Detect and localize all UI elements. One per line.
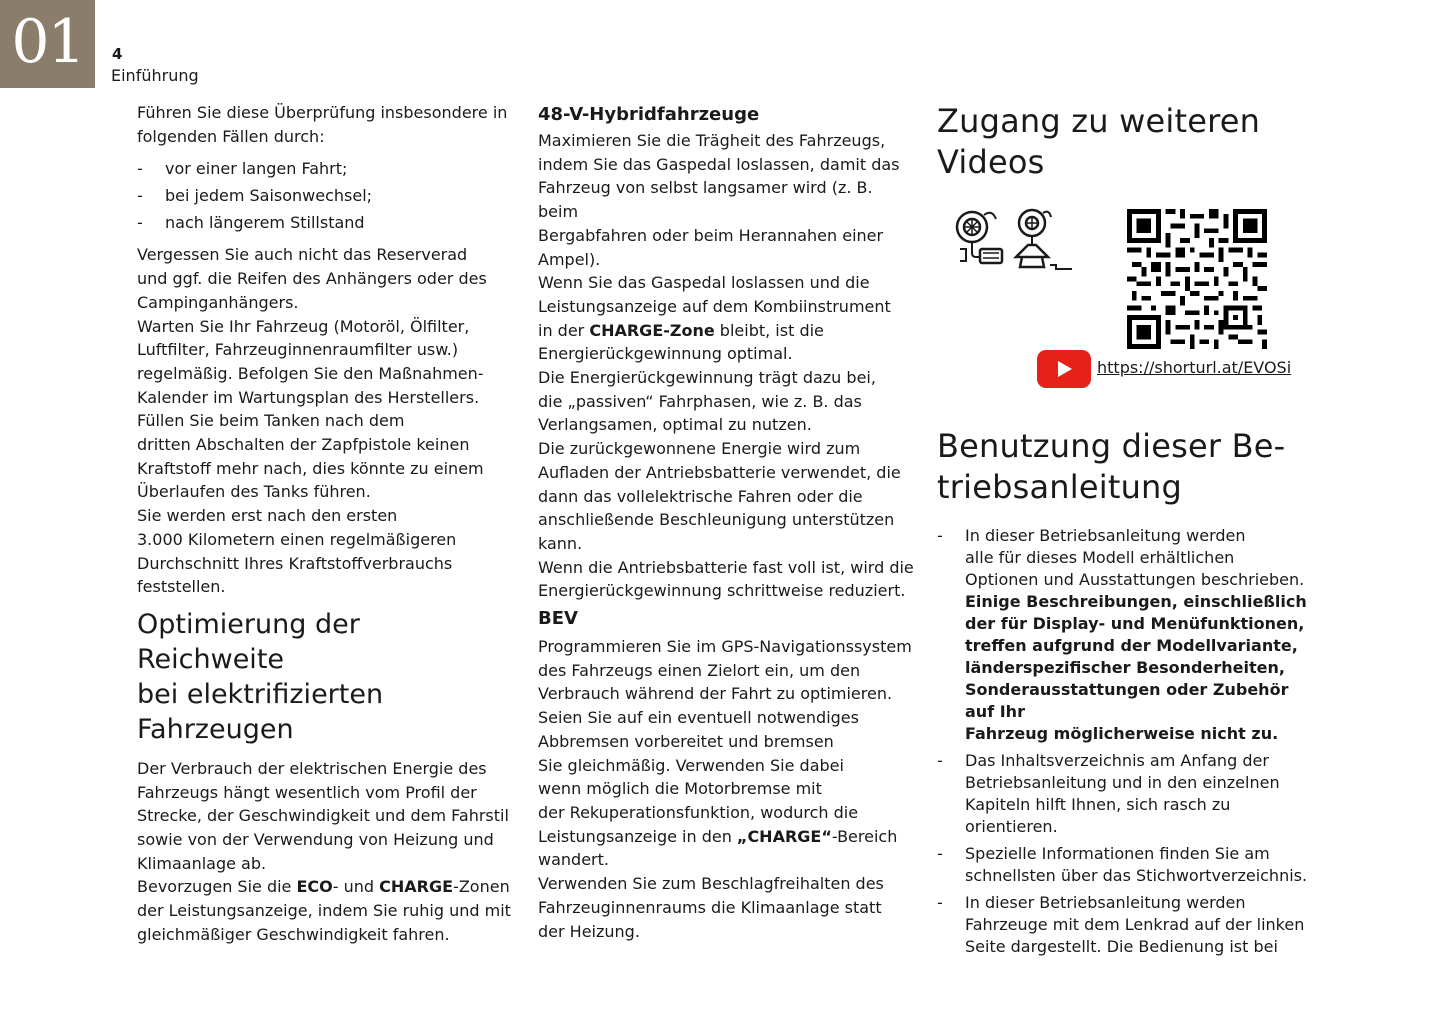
list-item: - In dieser Betriebsanleitung werden Fahrzeuge mit dem Lenkrad auf der linken Seite dargestellt. Die Bedienung ist bei	[937, 893, 1305, 956]
chapter-tab	[0, 0, 95, 88]
column-middle	[538, 101, 916, 943]
manual-usage-heading: Benutzung dieser Be- triebsanleitung	[937, 427, 1286, 506]
list-item: - nach längerem Stillstand	[137, 213, 365, 233]
chapter-number: 01	[11, 7, 84, 77]
video-link[interactable]: https://shorturl.at/EVOSi	[1097, 358, 1292, 377]
bev-paragraph: Programmieren Sie im GPS-Navigationssystem des Fahrzeugs einen Zielort ein, um den Verbrauch während der Fahrt zu optimieren. Seien Sie auf ein eventuell notwendiges Abbremsen vorbereitet und bremsen Sie gleichmäßig. Verwenden Sie dabei wenn möglich die Motorbremse mit der Rekuperationsfunktion, wodurch die Leistungsanzeige in den „CHARGE“-Bereich wandert. Verwenden Sie zum Beschlagfreihalten des Fahrzeuginnenraums die Klimaanlage statt der Heizung.	[538, 637, 912, 941]
column-left	[137, 101, 512, 947]
zones-paragraph: Bevorzugen Sie die ECO- und CHARGE-Zonen der Leistungsanzeige, indem Sie ruhig und mit gleichmäßiger Geschwindigkeit fahren.	[137, 877, 511, 944]
range-optimization-heading: Optimierung der Reichweite bei elektrifizierten Fahrzeugen	[137, 608, 384, 745]
list-item: - In dieser Betriebsanleitung werden alle für dieses Modell erhältlichen Optionen und Ausstattungen beschrieben. Einige Beschreibungen, einschließlich der für Display- und Menüfunktionen, treffen aufgrund der Modellvariante, länderspezifischer Besonderheiten, Sonderausstattungen oder Zubehör auf Ihr Fahrzeug möglicherweise nicht zu.	[937, 526, 1307, 743]
page-number: 4	[112, 45, 123, 63]
tire-repair-kit-icon[interactable]	[957, 212, 1002, 263]
qr-code-icon[interactable]	[1127, 209, 1267, 349]
spare-wheel-jack-icon[interactable]	[1016, 210, 1072, 269]
video-topic-icons	[952, 205, 1082, 275]
maintenance-paragraph: Vergessen Sie auch nicht das Reserverad und ggf. die Reifen des Anhängers oder des Campinganhängers. Warten Sie Ihr Fahrzeug (Motoröl, Ölfilter, Luftfilter, Fahrzeuginnenraumfilter usw.) regelmäßig. Befolgen Sie den Maßnahmen- Kalender im Wartungsplan des Herstellers. Füllen Sie beim Tanken nach dem dritten Abschalten der Zapfpistole keinen Kraftstoff mehr nach, dies könnte zu einem Überlaufen des Tanks führen. Sie werden erst nach den ersten 3.000 Kilometern einen regelmäßigeren Durchschnitt Ihres Kraftstoffverbrauchs feststellen.	[137, 245, 487, 597]
consumption-paragraph: Der Verbrauch der elektrischen Energie des Fahrzeugs hängt wesentlich vom Profil der Strecke, der Geschwindigkeit und dem Fahrstil sowie von der Verwendung von Heizung und Klimaanlage ab.	[137, 758, 509, 873]
bev-heading: BEV	[538, 608, 578, 630]
list-item: - Spezielle Informationen finden Sie am schnellsten über das Stichwortverzeichnis.	[937, 844, 1308, 885]
youtube-play-icon[interactable]	[1037, 350, 1091, 388]
hybrid-paragraph: Maximieren Sie die Trägheit des Fahrzeugs, indem Sie das Gaspedal loslassen, damit das Fahrzeug von selbst langsamer wird (z. B. beim Bergabfahren oder beim Herannahen einer Ampel). Wenn Sie das Gaspedal loslassen und die Leistungsanzeige auf dem Kombiinstrument in der CHARGE-Zone bleibt, ist die Energierückgewinnung optimal. Die Energierückgewinnung trägt dazu bei, die „passiven“ Fahrphasen, wie z. B. das Verlangsamen, optimal zu nutzen. Die zurückgewonnene Energie wird zum Aufladen der Antriebsbatterie verwendet, die dann das vollelektrische Fahren oder die anschließende Beschleunigung unterstützen kann. Wenn die Antriebsbatterie fast voll ist, wird die Energierückgewinnung schrittweise reduziert.	[538, 131, 914, 601]
list-item: - Das Inhaltsverzeichnis am Anfang der Betriebsanleitung und in den einzelnen Kapiteln hilft Ihnen, sich rasch zu orientieren.	[937, 751, 1280, 836]
check-occasions-list	[137, 157, 512, 234]
hybrid-heading: 48-V-Hybridfahrzeuge	[538, 104, 760, 125]
intro-paragraph: Führen Sie diese Überprüfung insbesondere in folgenden Fällen durch:	[137, 103, 508, 146]
list-item: - bei jedem Saisonwechsel;	[137, 186, 373, 206]
manual-usage-list	[937, 525, 1317, 958]
section-title: Einführung	[111, 66, 199, 85]
list-item: - vor einer langen Fahrt;	[137, 159, 348, 179]
videos-heading: Zugang zu weiteren Videos	[937, 102, 1261, 181]
